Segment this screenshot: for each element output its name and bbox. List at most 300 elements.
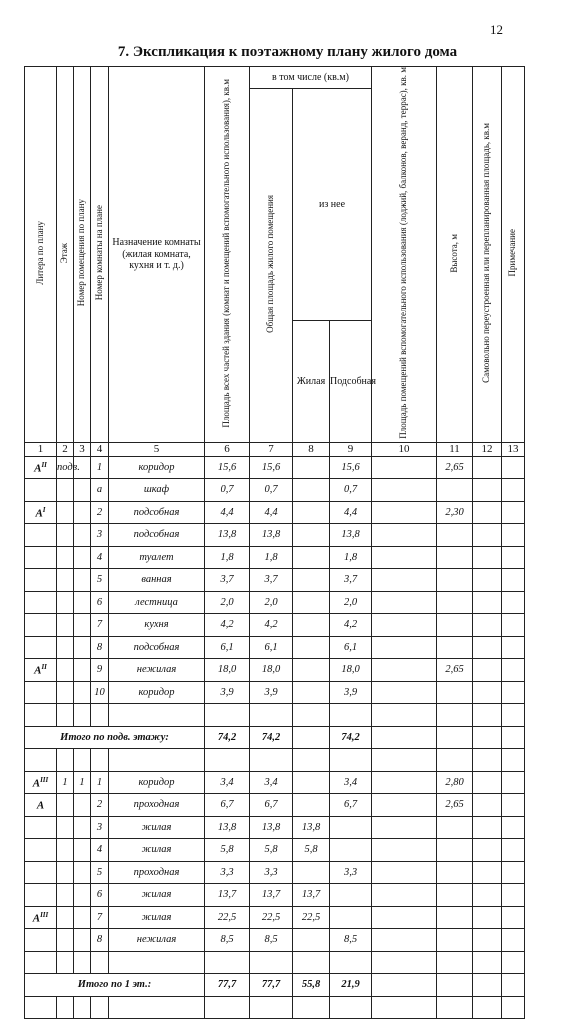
empty-cell [502,704,525,727]
room-purpose-cell: коридор [109,681,205,704]
living-total-cell: 4,2 [250,614,293,637]
litera-letter: А [35,507,43,520]
column-number: 9 [330,442,372,456]
aux-area-cell [372,659,437,682]
floor-cell [57,546,74,569]
total-area-cell: 3,3 [205,861,250,884]
column-number: 1 [25,442,57,456]
utility-cell: 6,1 [330,636,372,659]
unauthorized-cell [473,861,502,884]
empty-cell [437,704,473,727]
height-cell [437,546,473,569]
living-total-cell: 4,4 [250,501,293,524]
aux-area-cell [372,681,437,704]
total-area-cell: 22,5 [205,906,250,929]
column-number: 12 [473,442,502,456]
unauthorized-cell [473,816,502,839]
empty-cell [25,996,57,1019]
note-cell [502,839,525,862]
room-purpose-cell: ванная [109,569,205,592]
column-numbers-row [25,442,525,456]
explication-table [24,66,525,1019]
utility-cell: 6,7 [330,794,372,817]
premise-number-cell [74,929,91,952]
litera-letter: А [32,912,41,925]
header-floor: Этаж [57,67,74,443]
living-total-cell: 13,8 [250,816,293,839]
table-row [25,524,525,547]
empty-cell [250,704,293,727]
empty-cell [473,704,502,727]
empty-cell [473,726,502,749]
room-number-cell: 7 [91,614,109,637]
table-row [25,794,525,817]
room-number-cell: 1 [91,456,109,479]
floor-cell [57,659,74,682]
litera-cell [25,456,57,479]
empty-cell [502,951,525,974]
unauthorized-cell [473,906,502,929]
total-area-cell: 13,7 [205,884,250,907]
litera-cell [25,906,57,929]
aux-area-cell [372,771,437,794]
aux-area-cell [372,524,437,547]
living-cell [293,659,330,682]
living-cell [293,614,330,637]
empty-cell [502,749,525,772]
aux-area-cell [372,614,437,637]
utility-cell: 4,2 [330,614,372,637]
note-cell [502,906,525,929]
empty-cell [293,996,330,1019]
unauthorized-cell [473,456,502,479]
empty-cell [330,996,372,1019]
premise-number-cell [74,884,91,907]
note-cell [502,884,525,907]
premise-number-cell [74,861,91,884]
room-purpose-cell: коридор [109,456,205,479]
empty-cell [109,951,205,974]
height-cell [437,479,473,502]
total-living-value: 55,8 [293,974,330,997]
empty-cell [109,996,205,1019]
empty-cell [437,749,473,772]
empty-cell [25,749,57,772]
room-purpose-cell: жилая [109,839,205,862]
floor-cell: подв. [57,456,74,479]
room-purpose-cell: жилая [109,906,205,929]
living-cell [293,479,330,502]
room-number-cell: 10 [91,681,109,704]
empty-cell [473,951,502,974]
litera-letter: А [34,664,42,677]
utility-cell [330,839,372,862]
litera-cell [25,839,57,862]
room-number-cell: 5 [91,861,109,884]
living-total-cell: 3,7 [250,569,293,592]
aux-area-cell [372,906,437,929]
total-living-total-value: 74,2 [250,726,293,749]
litera-letter: А [32,777,41,790]
height-cell [437,906,473,929]
table-row [25,816,525,839]
utility-cell: 15,6 [330,456,372,479]
height-cell: 2,65 [437,659,473,682]
utility-cell: 13,8 [330,524,372,547]
litera-cell [25,501,57,524]
height-cell [437,816,473,839]
empty-cell [57,996,74,1019]
note-cell [502,501,525,524]
height-cell [437,569,473,592]
living-total-cell: 3,3 [250,861,293,884]
litera-cell [25,681,57,704]
note-cell [502,816,525,839]
premise-number-cell [74,794,91,817]
total-label: Итого по 1 эт.: [25,974,205,997]
aux-area-cell [372,501,437,524]
living-cell [293,456,330,479]
column-number: 3 [74,442,91,456]
room-number-cell: 4 [91,546,109,569]
table-row [25,839,525,862]
empty-cell [57,951,74,974]
living-total-cell: 22,5 [250,906,293,929]
height-cell: 2,30 [437,501,473,524]
empty-cell [109,704,205,727]
height-cell: 2,65 [437,456,473,479]
blank-row [25,749,525,772]
note-cell [502,659,525,682]
note-cell [502,569,525,592]
empty-cell [437,726,473,749]
litera-cell [25,816,57,839]
header-litera: Литера по плану [25,67,57,443]
empty-cell [437,996,473,1019]
litera-letter: А [34,462,42,475]
empty-cell [74,749,91,772]
unauthorized-cell [473,569,502,592]
room-number-cell: 4 [91,839,109,862]
blank-row [25,951,525,974]
height-cell [437,636,473,659]
empty-cell [473,974,502,997]
empty-cell [250,951,293,974]
table-row [25,591,525,614]
living-cell: 22,5 [293,906,330,929]
note-cell [502,524,525,547]
height-cell [437,681,473,704]
room-purpose-cell: нежилая [109,659,205,682]
empty-cell [91,951,109,974]
room-purpose-cell: проходная [109,794,205,817]
total-utility-value: 21,9 [330,974,372,997]
empty-cell [205,996,250,1019]
total-area-cell: 2,0 [205,591,250,614]
unauthorized-cell [473,591,502,614]
total-row [25,726,525,749]
empty-cell [250,996,293,1019]
room-purpose-cell: жилая [109,884,205,907]
aux-area-cell [372,794,437,817]
table-body [25,456,525,1019]
total-area-cell: 4,4 [205,501,250,524]
empty-cell [57,704,74,727]
total-area-cell: 18,0 [205,659,250,682]
total-area-cell: 0,7 [205,479,250,502]
unauthorized-cell [473,636,502,659]
total-area-cell: 3,9 [205,681,250,704]
total-area-cell: 6,1 [205,636,250,659]
header-aux-area: Площадь помещений вспомогательного использования (лоджий, балконов, веранд, террас), кв. м [372,67,437,443]
room-number-cell: 3 [91,524,109,547]
aux-area-cell [372,636,437,659]
room-number-cell: 7 [91,906,109,929]
living-cell [293,929,330,952]
premise-number-cell [74,659,91,682]
header-unauthorized: Самовольно переустроенная или перепланированная площадь, кв.м [473,67,502,443]
room-number-cell: 6 [91,591,109,614]
utility-cell [330,816,372,839]
total-area-cell: 15,6 [205,456,250,479]
header-living: Жилая [293,320,330,442]
table-row [25,681,525,704]
litera-cell [25,794,57,817]
header-room-number: Номер комнаты на плане [91,67,109,443]
empty-cell [74,951,91,974]
litera-index: III [40,910,49,919]
living-total-cell: 1,8 [250,546,293,569]
empty-cell [473,749,502,772]
total-area-cell: 3,4 [205,771,250,794]
utility-cell: 8,5 [330,929,372,952]
premise-number-cell [74,816,91,839]
column-number: 8 [293,442,330,456]
floor-cell [57,681,74,704]
document-title: 7. Экспликация к поэтажному плану жилого дома [117,44,458,60]
table-row [25,614,525,637]
empty-cell [74,704,91,727]
premise-number-cell: 1 [74,771,91,794]
room-number-cell: 6 [91,884,109,907]
note-cell [502,479,525,502]
premise-number-cell [74,524,91,547]
note-cell [502,636,525,659]
empty-cell [109,749,205,772]
header-living-total: Общая площадь жилого помещения [250,89,293,443]
table-row [25,884,525,907]
litera-index: I [42,505,46,514]
living-total-cell: 6,1 [250,636,293,659]
room-number-cell: 2 [91,501,109,524]
floor-cell: 1 [57,771,74,794]
utility-cell: 3,7 [330,569,372,592]
height-cell: 2,65 [437,794,473,817]
table-row [25,479,525,502]
aux-area-cell [372,456,437,479]
blank-row [25,996,525,1019]
table-row [25,906,525,929]
header-note: Примечание [502,67,525,443]
room-number-cell: 1 [91,771,109,794]
living-total-cell: 3,9 [250,681,293,704]
unauthorized-cell [473,794,502,817]
utility-cell: 3,4 [330,771,372,794]
table-row [25,456,525,479]
height-cell [437,929,473,952]
aux-area-cell [372,861,437,884]
room-purpose-cell: жилая [109,816,205,839]
floor-cell [57,501,74,524]
utility-cell: 1,8 [330,546,372,569]
empty-cell [473,996,502,1019]
note-cell [502,861,525,884]
empty-cell [330,704,372,727]
empty-cell [372,726,437,749]
room-purpose-cell: шкаф [109,479,205,502]
empty-cell [372,749,437,772]
litera-cell [25,546,57,569]
total-area-cell: 13,8 [205,816,250,839]
litera-cell [25,524,57,547]
header-premise-number: Номер помещения по плану [74,67,91,443]
total-area-cell: 8,5 [205,929,250,952]
column-number: 10 [372,442,437,456]
litera-cell [25,591,57,614]
premise-number-cell [74,839,91,862]
note-cell [502,456,525,479]
table-row [25,501,525,524]
living-total-cell: 3,4 [250,771,293,794]
total-area-cell: 3,7 [205,569,250,592]
living-total-cell: 13,7 [250,884,293,907]
living-cell [293,524,330,547]
empty-cell [293,704,330,727]
total-area-cell: 5,8 [205,839,250,862]
unauthorized-cell [473,681,502,704]
living-cell [293,794,330,817]
page-number: 12 [490,22,503,37]
empty-cell [25,704,57,727]
header-group: в том числе (кв.м) [250,67,372,89]
height-cell [437,861,473,884]
room-purpose-cell: коридор [109,771,205,794]
aux-area-cell [372,546,437,569]
floor-cell [57,839,74,862]
premise-number-cell [74,906,91,929]
total-area-cell: 4,2 [205,614,250,637]
room-purpose-cell: подсобная [109,636,205,659]
living-cell: 13,7 [293,884,330,907]
aux-area-cell [372,569,437,592]
unauthorized-cell [473,839,502,862]
living-cell [293,501,330,524]
unauthorized-cell [473,501,502,524]
room-number-cell: 5 [91,569,109,592]
empty-cell [74,996,91,1019]
height-cell: 2,80 [437,771,473,794]
empty-cell [293,749,330,772]
table-header [25,67,525,457]
litera-cell [25,884,57,907]
floor-cell [57,479,74,502]
column-number: 5 [109,442,205,456]
empty-cell [502,974,525,997]
empty-cell [372,951,437,974]
empty-cell [91,996,109,1019]
table-row [25,929,525,952]
room-purpose-cell: нежилая [109,929,205,952]
living-cell [293,569,330,592]
utility-cell [330,906,372,929]
total-area-cell: 1,8 [205,546,250,569]
blank-row [25,704,525,727]
room-purpose-cell: проходная [109,861,205,884]
empty-cell [91,749,109,772]
premise-number-cell [74,569,91,592]
note-cell [502,929,525,952]
premise-number-cell [74,591,91,614]
unauthorized-cell [473,929,502,952]
room-purpose-cell: подсобная [109,524,205,547]
living-total-cell: 18,0 [250,659,293,682]
room-number-cell: 8 [91,929,109,952]
table-row [25,771,525,794]
header-room-purpose: Назначение комнаты (жилая комната, кухня и т. д.) [109,67,205,443]
floor-cell [57,636,74,659]
room-number-cell: 9 [91,659,109,682]
aux-area-cell [372,839,437,862]
unauthorized-cell [473,524,502,547]
floor-cell [57,861,74,884]
total-living-total-value: 77,7 [250,974,293,997]
living-cell: 13,8 [293,816,330,839]
note-cell [502,614,525,637]
total-area-cell: 6,7 [205,794,250,817]
unauthorized-cell [473,546,502,569]
living-total-cell: 8,5 [250,929,293,952]
living-total-cell: 15,6 [250,456,293,479]
total-area-value: 74,2 [205,726,250,749]
premise-number-cell [74,546,91,569]
total-row [25,974,525,997]
unauthorized-cell [473,884,502,907]
floor-cell [57,614,74,637]
empty-cell [205,749,250,772]
living-cell [293,591,330,614]
floor-cell [57,929,74,952]
empty-cell [330,951,372,974]
header-utility: Подсобная [330,320,372,442]
header-height: Высота, м [437,67,473,443]
litera-cell [25,569,57,592]
living-total-cell: 2,0 [250,591,293,614]
floor-cell [57,906,74,929]
empty-cell [372,974,437,997]
living-cell: 5,8 [293,839,330,862]
table-row [25,861,525,884]
empty-cell [205,951,250,974]
litera-cell [25,636,57,659]
floor-cell [57,524,74,547]
room-number-cell: 8 [91,636,109,659]
room-purpose-cell: лестница [109,591,205,614]
premise-number-cell [74,614,91,637]
total-label: Итого по подв. этажу: [25,726,205,749]
living-cell [293,771,330,794]
room-purpose-cell: туалет [109,546,205,569]
unauthorized-cell [473,659,502,682]
